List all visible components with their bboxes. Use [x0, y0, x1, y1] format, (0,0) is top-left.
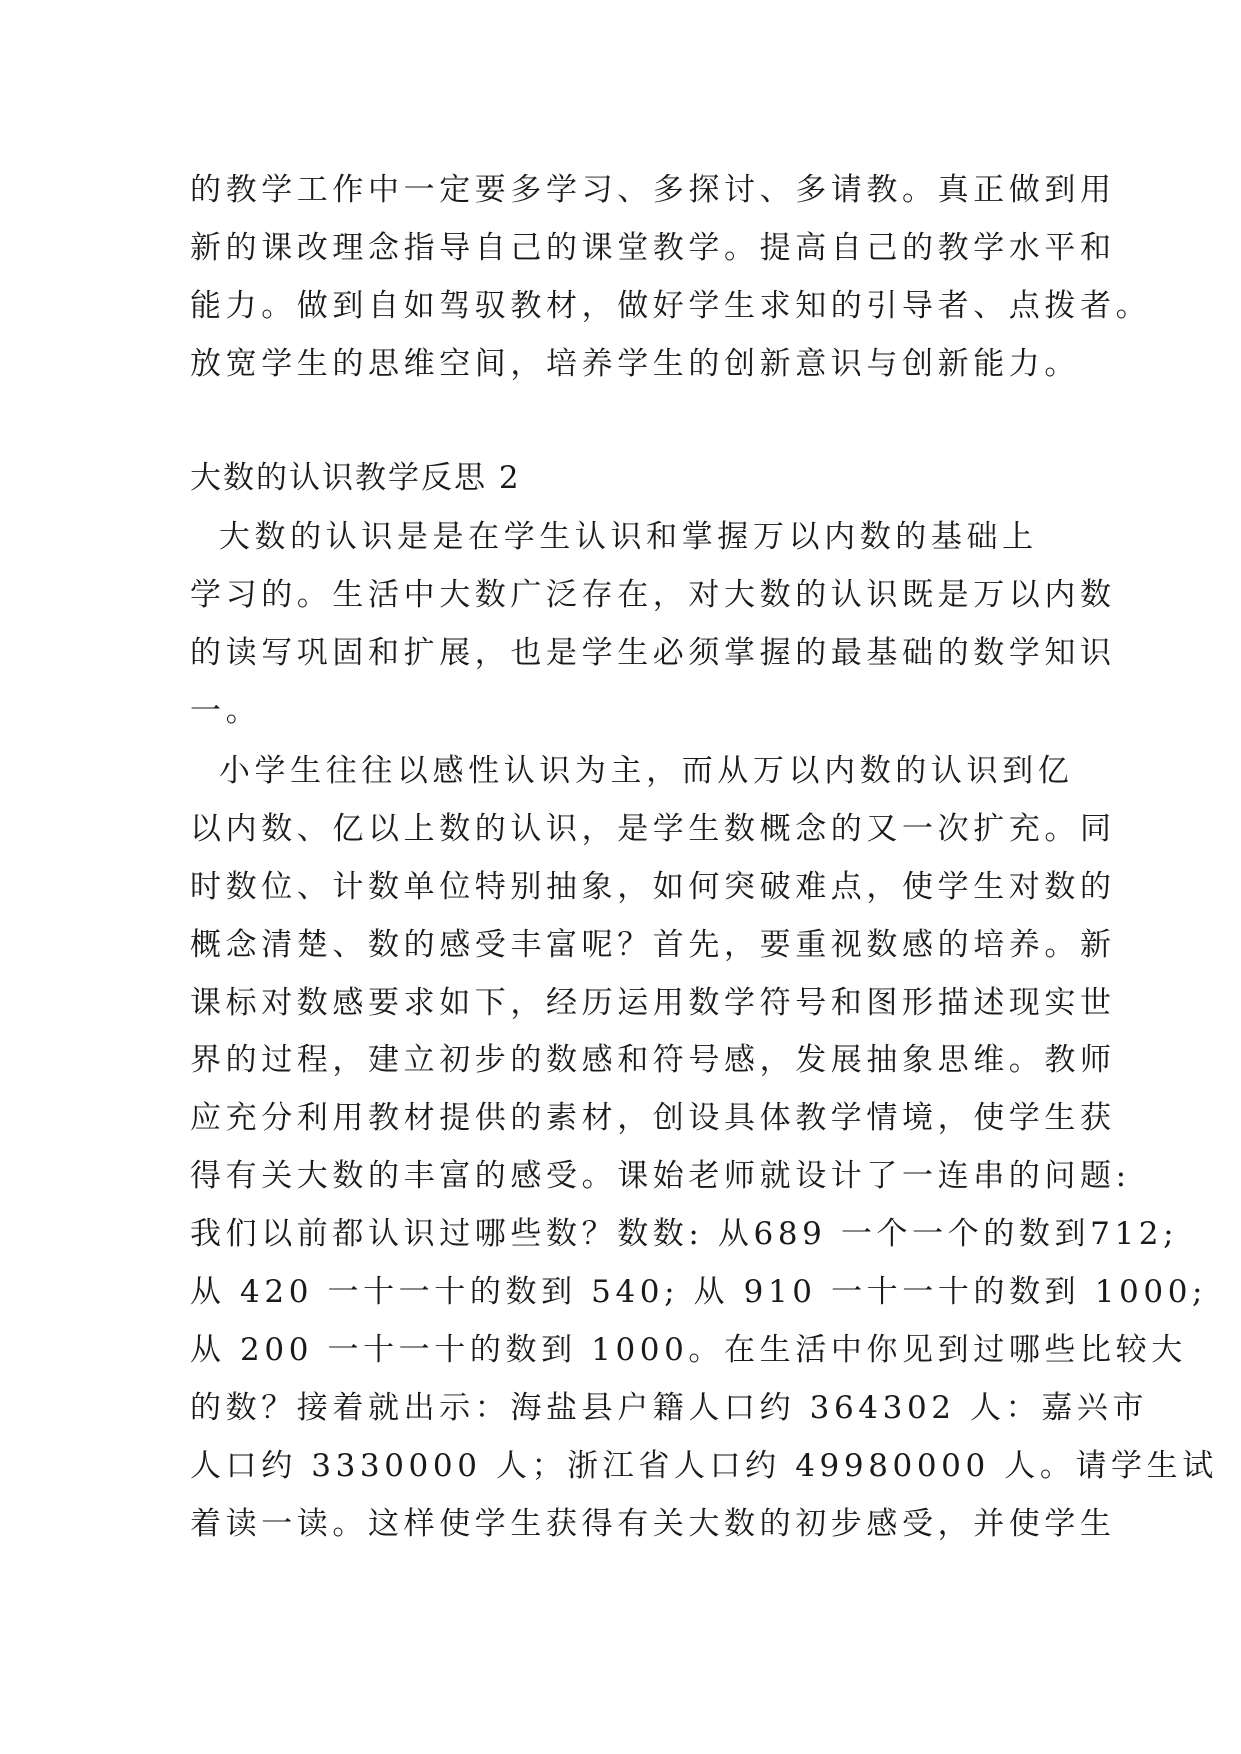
text-line: 概念清楚、数的感受丰富呢？首先，要重视数感的培养。新 — [190, 926, 1116, 963]
text-line: 一。 — [190, 693, 262, 730]
document-body — [190, 162, 1218, 1553]
text-line: 着读一读。这样使学生获得有关大数的初步感受，并使学生 — [190, 1505, 1116, 1542]
text-line: 界的过程，建立初步的数感和符号感，发展抽象思维。教师 — [190, 1042, 1116, 1079]
text-line: 能力。做到自如驾驭教材，做好学生求知的引导者、点拨者。 — [190, 287, 1152, 324]
text-line: 小学生往往以感性认识为主，而从万以内数的认识到亿 — [190, 753, 1074, 790]
text-line: 以内数、亿以上数的认识，是学生数概念的又一次扩充。同 — [190, 810, 1116, 847]
text-line: 新的课改理念指导自己的课堂教学。提高自己的教学水平和 — [190, 229, 1116, 266]
text-line: 的数？接着就出示：海盐县户籍人口约 364302 人：嘉兴市 — [190, 1389, 1149, 1426]
section-title: 大数的认识教学反思 2 — [190, 459, 521, 496]
text-line: 放宽学生的思维空间，培养学生的创新意识与创新能力。 — [190, 345, 1080, 382]
text-line: 应充分利用教材提供的素材，创设具体教学情境，使学生获 — [190, 1100, 1116, 1137]
text-line: 学习的。生活中大数广泛存在，对大数的认识既是万以内数 — [190, 577, 1116, 614]
text-line: 的读写巩固和扩展，也是学生必须掌握的最基础的数学知识 — [190, 635, 1116, 672]
text-line: 从 200 一十一十的数到 1000。在生活中你见到过哪些比较大 — [190, 1331, 1187, 1368]
text-line: 大数的认识是是在学生认识和掌握万以内数的基础上 — [190, 519, 1038, 556]
text-line: 时数位、计数单位特别抽象，如何突破难点，使学生对数的 — [190, 868, 1116, 905]
text-line: 我们以前都认识过哪些数？数数: 从689 一个一个的数到712; — [190, 1216, 1179, 1253]
paragraph-2 — [190, 743, 1218, 1553]
text-line: 的教学工作中一定要多学习、多探讨、多请教。真正做到用 — [190, 172, 1116, 208]
text-line: 得有关大数的丰富的感受。课始老师就设计了一连串的问题: — [190, 1158, 1131, 1195]
paragraph-1 — [190, 509, 1116, 741]
intro-paragraph — [190, 162, 1152, 394]
text-line: 人口约 3330000 人；浙江省人口约 49980000 人。请学生试 — [190, 1447, 1218, 1484]
text-line: 从 420 一十一十的数到 540; 从 910 一十一十的数到 1000; — [190, 1274, 1208, 1311]
text-line: 课标对数感要求如下，经历运用数学符号和图形描述现实世 — [190, 984, 1116, 1021]
